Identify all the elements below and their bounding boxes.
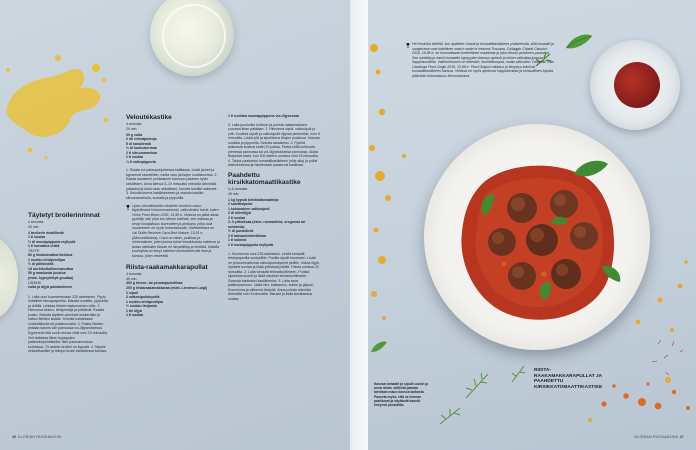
ingredient: 2 salottisipulia: [228, 202, 253, 207]
wine-tip: [126, 204, 220, 262]
ingredient-list: [126, 133, 220, 165]
ingredient: ½ dl punaviiniä: [228, 229, 254, 234]
wine-text: Hei herahtia kielellä, kun ajattelee chianti ja tomaattikastikkeen yhdistelmää, sillä tomaatti ja sangiovese ovat todellinen match made in heaven! Toscana, Collaggio Chianti Classico 2016, 19,98 e, on huomattavan tunteellinen maailmaa ja joka hienon pulskinen punaviini. Sen ryhdikkyys toimii tomaattin kypsyyden kanssa upeasti ja siihen vaikuttaa juomaa happoisuudella. Vaihtoehtoisen on tietenkin, huolitellumpaa, mutta valkoviini: Collamiki Villa Canaloga Pinot Grigio 2019, 13,99 e. Pinot Grigion rakkaus ja lempeys toimivat tomaattikastikkeen kanssa. Viinissä on myös aprikoosi happokeuttaa ja kohtuullinen lopulta pitämään kokonaisuus kiinnostavana.: [412, 42, 554, 78]
recipe-title: Riista-raakamakkarapullat: [126, 263, 208, 271]
recipe-continued: [228, 114, 320, 305]
herb-sprig-icon: [462, 370, 492, 400]
ingredient: ½ dl muutapippuria myllystä: [28, 239, 76, 244]
magazine-name: GLORIAN RUOKA&VIINI: [17, 435, 62, 439]
time: 40 min: [228, 191, 239, 196]
ingredient: 1 tl kuivattua chiliä: [28, 244, 60, 249]
page-number: 47: [679, 435, 684, 439]
time: 45 min: [126, 276, 137, 281]
ingredient-continued: 1 tl ruohtoa muutappippuria voi-öljyseosta: [228, 114, 299, 118]
caption-text: Kasvaa tomaatit ja sipulit uuniin ja anna niiden säilöntä paistaa tarvitaan maun kanssa kaltaista. Pauseta myös, että ne hieman paahtuvat ja näyttävät kauniit kevyesti punaisilta.: [374, 382, 429, 408]
ingredient: 400 g hirven- tai peuranjauhelihaa: [126, 281, 183, 286]
recipe-title: Veloutékastike: [126, 114, 172, 121]
ingredient: 2 valkosipulinkynttä: [126, 295, 160, 300]
servings: 4–6 annosta: [228, 187, 248, 192]
servings: 4 annosta: [28, 220, 44, 225]
ingredient: 2 rkl vehnäjauhoja: [126, 137, 157, 142]
recipe-title: Paahdettu kirsikkatomaattikastike: [228, 171, 301, 187]
ingredient: 1 tl sokeria: [228, 238, 247, 243]
red-wine: [614, 62, 660, 108]
ingredient: 2 dl oliiviöljyä: [228, 211, 251, 216]
page-gutter: [350, 0, 368, 450]
basil-leaf-icon: [370, 340, 388, 354]
ingredient: 1 tkl öljyä: [126, 308, 142, 313]
ingredient: 1 sipuli: [126, 290, 139, 295]
recipe-veloute: [126, 114, 220, 318]
recipe-stuffed-chicken: [28, 212, 108, 357]
ingredient: ½ ruukku timjamia: [126, 304, 157, 309]
ingredient: 1 tl suolaa: [28, 235, 46, 240]
instructions: 1. Laita uuni kuumenemaan 225 asteeseen. Pyyhi rintafileet talouspaperilla. Mausta suolalla, pippurilla ja chilillä. Leikkaa fileisiin taskumainen viilto. 2. Hienonna kinkku, lehtipersilja ja pähkinät. Raasta juusto. Sekoita täytteen ainekset keskenään ja lusikoi fileiden sisään. Kiinnitä halutessasi cocktailtikuilla tai paistinuoralla. 3. Paista fileiden pintaan kaunis väri pannussa voi-öljyseoksessa. Kypsennä niitä uunin ennaa vielä noin 10 minuuttia. Voit tarkistaa fileen kypsyyden paistolämpömittarilla: filen paksuimmassa kohdassa, 70-asteen broileri on kypsää. 4. Tarjoile veloutékastike ja teitopo broile tavallisessa kanssa.: [28, 294, 108, 354]
servings: 4 annosta: [126, 272, 142, 277]
ingredient: 1 tl suolaa: [126, 155, 144, 160]
mustard-splash: [0, 40, 120, 170]
page-number: 46: [12, 435, 17, 439]
herb-sprig-icon: [510, 362, 528, 384]
right-page: [368, 0, 696, 450]
ingredient: ¼ tl valkopippuria: [126, 159, 156, 164]
instructions: 1. Kuumenna uuni 225-asteiseksi. Levitä tomaatit leivinpaperilla uunipellille. Puolita sipulit kuorineen. Lisää ne ja kuorimattomat valkosipulinkynnet pellille. Valuta öljyä, ripottele suolaa ja lisää yrttioksat pellille. Paista uunissa 20 minuuttia. 2. Laita tomaatit tehosekoittimeen. Purista sipuleista kuoret ja lisää sisukset tehosekoittimeen. Soseuta karkeaksi kastikkeeksi. 3. Laita seos paistinpannuun. Lisää viini, balsamico, sokeri ja pippuri. Kuumenna ja vähennä lämpöä. Anna porista miedolla lämmöllä noin 5 minuuttia. Mausta ja lisää tarvittaessa suolaa.: [228, 251, 320, 301]
ingredient: 1 tl mustapippuria myllystä: [228, 242, 274, 247]
photo-caption: [374, 382, 432, 411]
ingredient: 2 tl balsamiviinietikkaa: [228, 233, 266, 238]
instructions: 1. Sulata voi paksupohjaisessa kattilassa. Lisää jauhot ja kypsennä sekoitellen, mutta varo jauhojen ruskistumista. 2. Kaada kanaliemi puhtaaseen kannuun palanen hyvin sekoittaen. Anna kiehua 5–10 minuuttia miedolla lämmöllä paksaksi ja kuka vaan sekoittaen, kunnes kastike sakenee. 3. Sekoita kerma kastikkeeseen ja mausta kastike sitruunamehulla, suolalla ja pippurilla.: [126, 168, 218, 200]
wine-glass-icon: [406, 43, 410, 48]
tomato-sauce: [424, 124, 650, 350]
time: 20 min: [126, 126, 137, 131]
ingredient: voita ja öljyä paistamiseen: [28, 285, 73, 290]
ingredient: 2–3 yrttioksaa (esim. rosmariinia, oreganoa tai meiramia): [228, 220, 306, 229]
glass-bowl: [0, 236, 18, 320]
ingredient: 1 kokonainen valkosipuli: [228, 206, 270, 211]
ingredient: 5 dl kanaliemiä: [126, 141, 151, 146]
page-folio-left: [12, 435, 62, 439]
herb-sprig-icon: [438, 404, 464, 426]
ingredient: 1 ruukku lehtipersiljaa: [28, 257, 65, 262]
ingredient: 2 tl suolaa: [228, 215, 246, 220]
ingredient-section: LISÄKSI: [28, 280, 42, 285]
wine-recommendation: [406, 42, 556, 82]
wine-glass-icon: [126, 205, 130, 210]
ingredient: 200 g riistaraakamakkaraa (esim. Livornon Luigi): [126, 285, 208, 290]
magazine-name: GLORIAN RUOKA&VIINI: [634, 435, 679, 439]
caption-title: RIISTA-RAAKAMAKKARAPULLAT JA PAAHDETTU KIRSIKKATOMAATTIKASTIKE: [534, 368, 603, 390]
basil-leaf-icon: [564, 32, 594, 52]
instructions: 3. Laita juusholke kulhoon ja purista raakamakkara suoraan litran pakkaan. 2. Hienonna sipuli, valkosipuli ja yrtit. Kuullota sipulit ja valkosipulit öljyssä pehmeiksi, noin 5 minuuttia. Lisää yrtit ja sipulitseos lihojen joukkoon. Mausta suolalla ja pippurilla. Sekoita tasaiseksi. 3. Pyöritä taikinasta kosteat kädet 20 pallaa. Paista niillä kohtuutta pienessä pannussa tai voi-öljyseoksessa pannussa. Aloita lihapullat vasta, kun 200 asteen uunissa noin 15 minuuttia. 4. Tarjoa paahdetut tomaattikastikkeen (ohje alla) ja pullat alatuoresessa ja halutessasi pastaa tai basilikaa.: [228, 122, 320, 168]
servings: 4 annosta: [126, 122, 142, 127]
wine-text: Upea veloutékastike olisitelee broilerin maun täyteläisesti kohonnousenkoki, valkoviiniksi toimii, kuten Vinho Pinot Blanc 2018, 14,98 e. Viinissä on pitkä aikaa pyöräily sitä, joka tuo hienon tuttiheit, sen vaikkaa ja kevyt hunajaisuus tuoreuteen ja pimkuna, jotka tuuli mauteineen on hyvin kokonaisoude. Vaihtoehtona on Val Dullie Reserve Cava Brut Nature, 15,51 e (Alkosvalikoima). Cava on rakas, pulkkaa ja mineraalinen, joten juoma toimii ennakkoasta nakkoon ja antaa vaikkakin tilavan eri lämpötiloja ja kenttää. Kaikilla kuohujista on kevyt vaiheksi kuohuviiinit olla ihan ja kanssa, joten nesteellä.: [132, 203, 220, 258]
ingredient: 1 kg kypsiä kirsikkatomaatteja: [228, 197, 279, 202]
time: 40 min: [28, 224, 39, 229]
ingredient-list: [126, 281, 220, 317]
ingredient: 30 g voita: [126, 132, 143, 137]
ingredient: 4 broilerin rintafileetä: [28, 230, 64, 235]
ingredient: 1rl aurinkoihalhonnanottoa: [28, 266, 74, 271]
ingredient: 50 g maukasta juustoa: [28, 271, 66, 276]
ingredient-section: TÄYTE: [28, 248, 40, 253]
recipe-title: Täytetyt broilerinrinnat: [28, 212, 100, 219]
page-folio-right: [634, 435, 684, 439]
ingredient: 80 g ilmakuivattua kinkkua: [28, 253, 73, 258]
ingredient: 1 ruukku lehtipersiljaa: [126, 299, 163, 304]
ingredient: 2 tl sitruunamehua: [126, 150, 158, 155]
water-glass-rim: [162, 4, 226, 68]
ingredient-list: [28, 231, 108, 290]
ingredient: (esim. kypsytettyä goudaa): [28, 275, 73, 280]
ingredient: ½ dl pähkinöitä: [28, 262, 54, 267]
ingredient-list: [228, 198, 320, 248]
ingredient: 1 tl suolaa: [126, 313, 144, 318]
photo-caption-title: [534, 368, 604, 390]
ingredient: ½ dl kuohukermaa: [126, 146, 157, 151]
